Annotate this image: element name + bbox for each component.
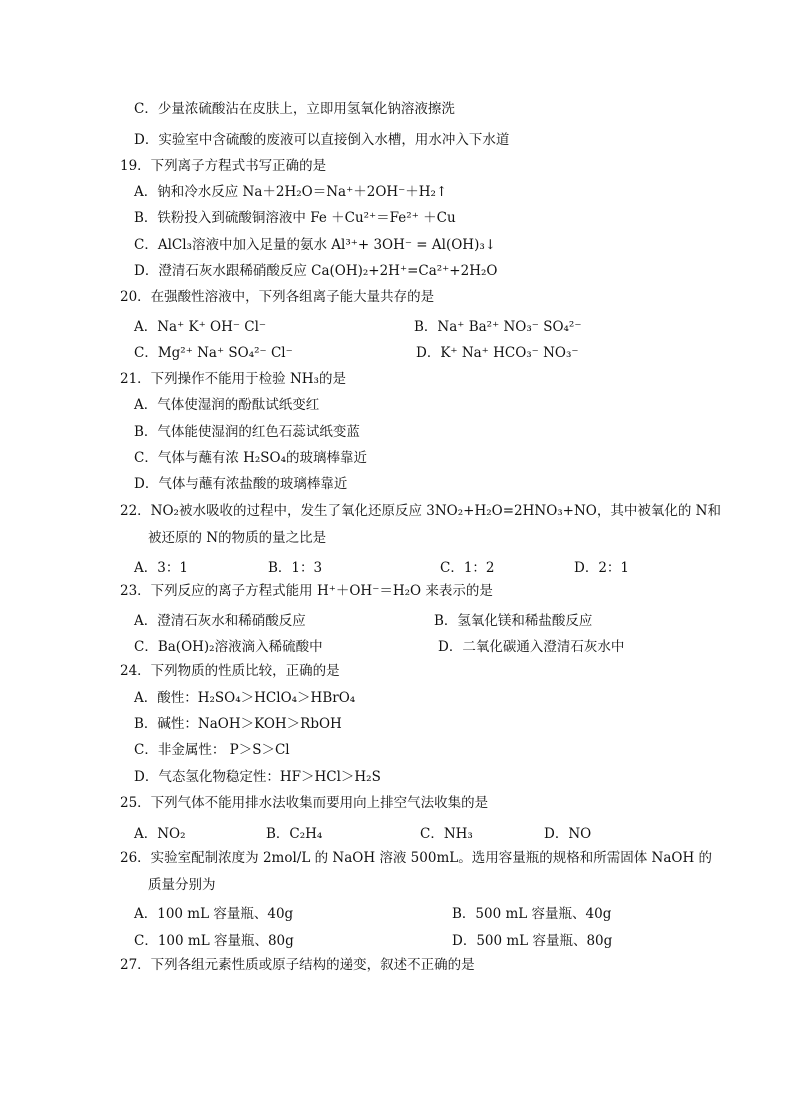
answer-option-right: B．氢氧化镁和稀盐酸反应 (434, 613, 593, 629)
answer-option: C．AlCl₃溶液中加入足量的氨水 Al³⁺+ 3OH⁻ = Al(OH)₃↓ (134, 237, 497, 253)
answer-option: D．气态氢化物稳定性：HF＞HCl＞H₂S (134, 769, 381, 785)
answer-option: A．气体使湿润的酚酞试纸变红 (134, 397, 320, 413)
question-stem-continued: 被还原的 N的物质的量之比是 (148, 530, 327, 546)
answer-option-left: A．Na⁺ K⁺ OH⁻ Cl⁻ (134, 319, 267, 335)
answer-option: B．气体能使湿润的红色石蕊试纸变蓝 (134, 424, 360, 440)
answer-option: C．非金属性： P＞S＞Cl (134, 742, 290, 758)
answer-option: C．少量浓硫酸沾在皮肤上，立即用氢氧化钠溶液擦洗 (134, 101, 455, 117)
answer-option-right: B．500 mL 容量瓶、40g (452, 906, 612, 922)
answer-option: C．1：2 (440, 560, 495, 576)
answer-option: A．3：1 (134, 560, 188, 576)
question-stem: 27．下列各组元素性质或原子结构的递变，叙述不正确的是 (120, 957, 475, 973)
answer-option: D．实验室中含硫酸的废液可以直接倒入水槽，用水冲入下水道 (134, 132, 510, 148)
question-stem-continued: 质量分别为 (148, 877, 216, 893)
answer-option: D．2：1 (574, 560, 630, 576)
answer-option-right: D．500 mL 容量瓶、80g (452, 933, 613, 949)
answer-option-left: C．Mg²⁺ Na⁺ SO₄²⁻ Cl⁻ (134, 345, 293, 361)
answer-option: B．C₂H₄ (266, 826, 323, 842)
answer-option: A．NO₂ (134, 826, 186, 842)
answer-option: B．碱性：NaOH＞KOH＞RbOH (134, 716, 342, 732)
answer-option: A．钠和冷水反应 Na＋2H₂O＝Na⁺＋2OH⁻＋H₂↑ (134, 184, 448, 200)
answer-option-left: A．澄清石灰水和稀硝酸反应 (134, 613, 306, 629)
answer-option: D．澄清石灰水跟稀硝酸反应 Ca(OH)₂+2H⁺=Ca²⁺+2H₂O (134, 263, 498, 279)
answer-option: B．1：3 (268, 560, 323, 576)
answer-option-left: A．100 mL 容量瓶、40g (134, 906, 294, 922)
answer-option: D．NO (544, 826, 592, 842)
answer-option: C．NH₃ (420, 826, 473, 842)
answer-option: A．酸性：H₂SO₄＞HClO₄＞HBrO₄ (134, 690, 356, 706)
answer-option: C．气体与蘸有浓 H₂SO₄的玻璃棒靠近 (134, 450, 368, 466)
question-stem: 19．下列离子方程式书写正确的是 (120, 158, 327, 174)
question-stem: 21．下列操作不能用于检验 NH₃的是 (120, 371, 346, 387)
answer-option: B．铁粉投入到硫酸铜溶液中 Fe ＋Cu²⁺＝Fe²⁺ ＋Cu (134, 210, 456, 226)
answer-option-right: B．Na⁺ Ba²⁺ NO₃⁻ SO₄²⁻ (414, 319, 582, 335)
answer-option-left: C．Ba(OH)₂溶液滴入稀硫酸中 (134, 639, 323, 655)
question-stem: 26．实验室配制浓度为 2mol/L 的 NaOH 溶液 500mL。选用容量瓶的规格和所需固体 NaOH 的 (120, 850, 713, 866)
question-stem: 22．NO₂被水吸收的过程中，发生了氧化还原反应 3NO₂+H₂O=2HNO₃+NO，其中被氧化的 N和 (120, 503, 721, 519)
answer-option-right: D．K⁺ Na⁺ HCO₃⁻ NO₃⁻ (416, 345, 579, 361)
question-stem: 23．下列反应的离子方程式能用 H⁺＋OH⁻＝H₂O 来表示的是 (120, 583, 493, 599)
answer-option: D．气体与蘸有浓盐酸的玻璃棒靠近 (134, 476, 348, 492)
question-stem: 20．在强酸性溶液中，下列各组离子能大量共存的是 (120, 289, 435, 305)
question-stem: 24．下列物质的性质比较，正确的是 (120, 663, 340, 679)
question-stem: 25．下列气体不能用排水法收集而要用向上排空气法收集的是 (120, 795, 489, 811)
answer-option-left: C．100 mL 容量瓶、80g (134, 933, 294, 949)
answer-option-right: D．二氧化碳通入澄清石灰水中 (438, 639, 625, 655)
